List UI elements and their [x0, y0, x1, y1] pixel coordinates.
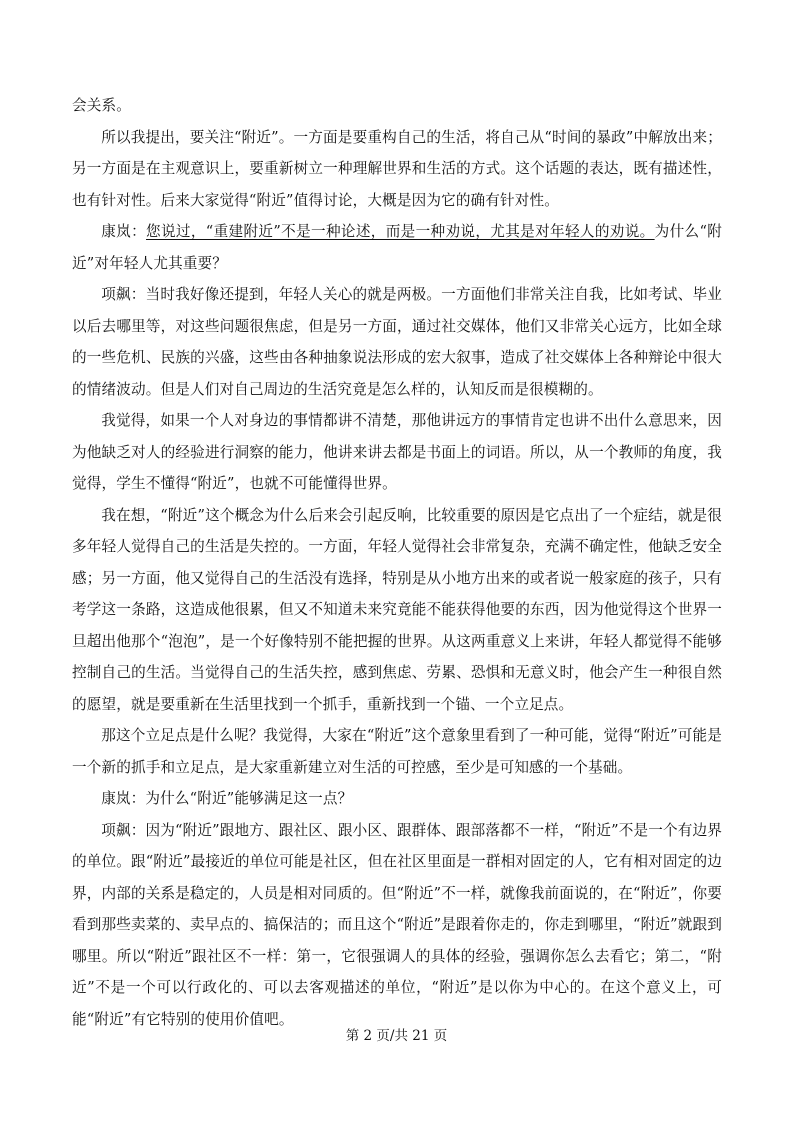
paragraph-5: [72, 500, 722, 721]
paragraph-4: [72, 405, 722, 500]
paragraph-text: 我在想，“附近”这个概念为什么后来会引起反响，比较重要的原因是它点出了一个症结，就是很多年轻人觉得自己的生活是失控的。一方面，年轻人觉得社会非常复杂，充满不确定性，他缺乏安全感；另一方面，他又觉得自己的生活没有选择，特别是从小地方出来的或者说一般家庭的孩子，只有考学这一条路，这造成他很累，但又不知道未来究竟能不能获得他要的东西，因为他觉得这个世界一旦超出他那个“泡泡”，是一个好像特别不能把握的世界。从这两重意义上来讲，年轻人都觉得不能够控制自己的生活。当觉得自己的生活失控，感到焦虑、劳累、恐惧和无意义时，他会产生一种很自然的愿望，就是要重新在生活里找到一个抓手，重新找到一个锚、一个立足点。: [72, 506, 723, 713]
paragraph-text: 当时我好像还提到，年轻人关心的就是两极。一方面他们非常关注自我，比如考试、毕业以后去哪里等，对这些问题很焦虑，但是另一方面，通过社交媒体，他们又非常关心远方，比如全球的一些危机、民族的兴盛，这些由各种抽象说法形成的宏大叙事，造成了社交媒体上各种辩论中很大的情绪波动。但是人们对自己周边的生活究竟是怎么样的，认知反而是很模糊的。: [72, 286, 723, 398]
paragraph-text: 为什么“附近”能够满足这一点？: [145, 790, 353, 807]
paragraph-0: [72, 90, 722, 122]
paragraph-7: [72, 783, 722, 815]
paragraph-text: 所以我提出，要关注“附近”。一方面是要重构自己的生活，将自己从“时间的暴政”中解放出来；另一方面是在主观意识上，要重新树立一种理解世界和生活的方式。这个话题的表达，既有描述性，也有针对性。后来大家觉得“附近”值得讨论，大概是因为它的确有针对性。: [72, 128, 722, 209]
paragraph-text: 会关系。: [72, 97, 131, 114]
paragraph-2: [72, 216, 722, 279]
underlined-text: 您说过，“重建附近”不是一种论述，而是一种劝说，尤其是对年轻人的劝说。: [146, 223, 655, 240]
paragraph-text: 那这个立足点是什么呢？我觉得，大家在“附近”这个意象里看到了一种可能，觉得“附近”可能是一个新的抓手和立足点，是大家重新建立对生活的可控感，至少是可知感的一个基础。: [72, 727, 722, 776]
speaker-label: 项飙：: [101, 821, 146, 839]
speaker-label: 康岚：: [101, 790, 146, 807]
speaker-label: 康岚：: [101, 223, 147, 240]
page-number: 第 2 页/共 21 页: [345, 1028, 448, 1044]
paragraph-text: 我觉得，如果一个人对身边的事情都讲不清楚，那他讲远方的事情肯定也讲不出什么意思来，因为他缺乏对人的经验进行洞察的能力，他讲来讲去都是书面上的词语。所以，从一个教师的角度，我觉得，学生不懂得“附近”，也就不可能懂得世界。: [72, 412, 722, 492]
paragraph-3: [72, 279, 722, 405]
paragraph-6: [72, 720, 722, 783]
paragraph-1: [72, 122, 722, 217]
paragraph-8: [72, 815, 722, 1036]
document-body: [72, 90, 722, 1035]
page-footer: [0, 1024, 793, 1044]
paragraph-text: 为什么“附近”对年轻人尤其重要？: [72, 223, 722, 272]
speaker-label: 项飙：: [101, 286, 146, 303]
paragraph-text: 因为“附近”跟地方、跟社区、跟小区、跟群体、跟部落都不一样，“附近”不是一个有边界的单位。跟“附近”最接近的单位可能是社区，但在社区里面是一群相对固定的人，它有相对固定的边界，内部的关系是稳定的，人员是相对同质的。但“附近”不一样，就像我前面说的，在“附近”，你要看到那些卖菜的、卖早点的、搞保洁的；而且这个“附近”是跟着你走的，你走到哪里，“附近”就跟到哪里。所以“附近”跟社区不一样：第一，它很强调人的具体的经验，强调你怎么去看它；第二，“附近”不是一个可以行政化的、可以去客观描述的单位，“附近”是以你为中心的。在这个意义上，可能“附近”有它特别的使用价值吧。: [72, 821, 723, 1028]
